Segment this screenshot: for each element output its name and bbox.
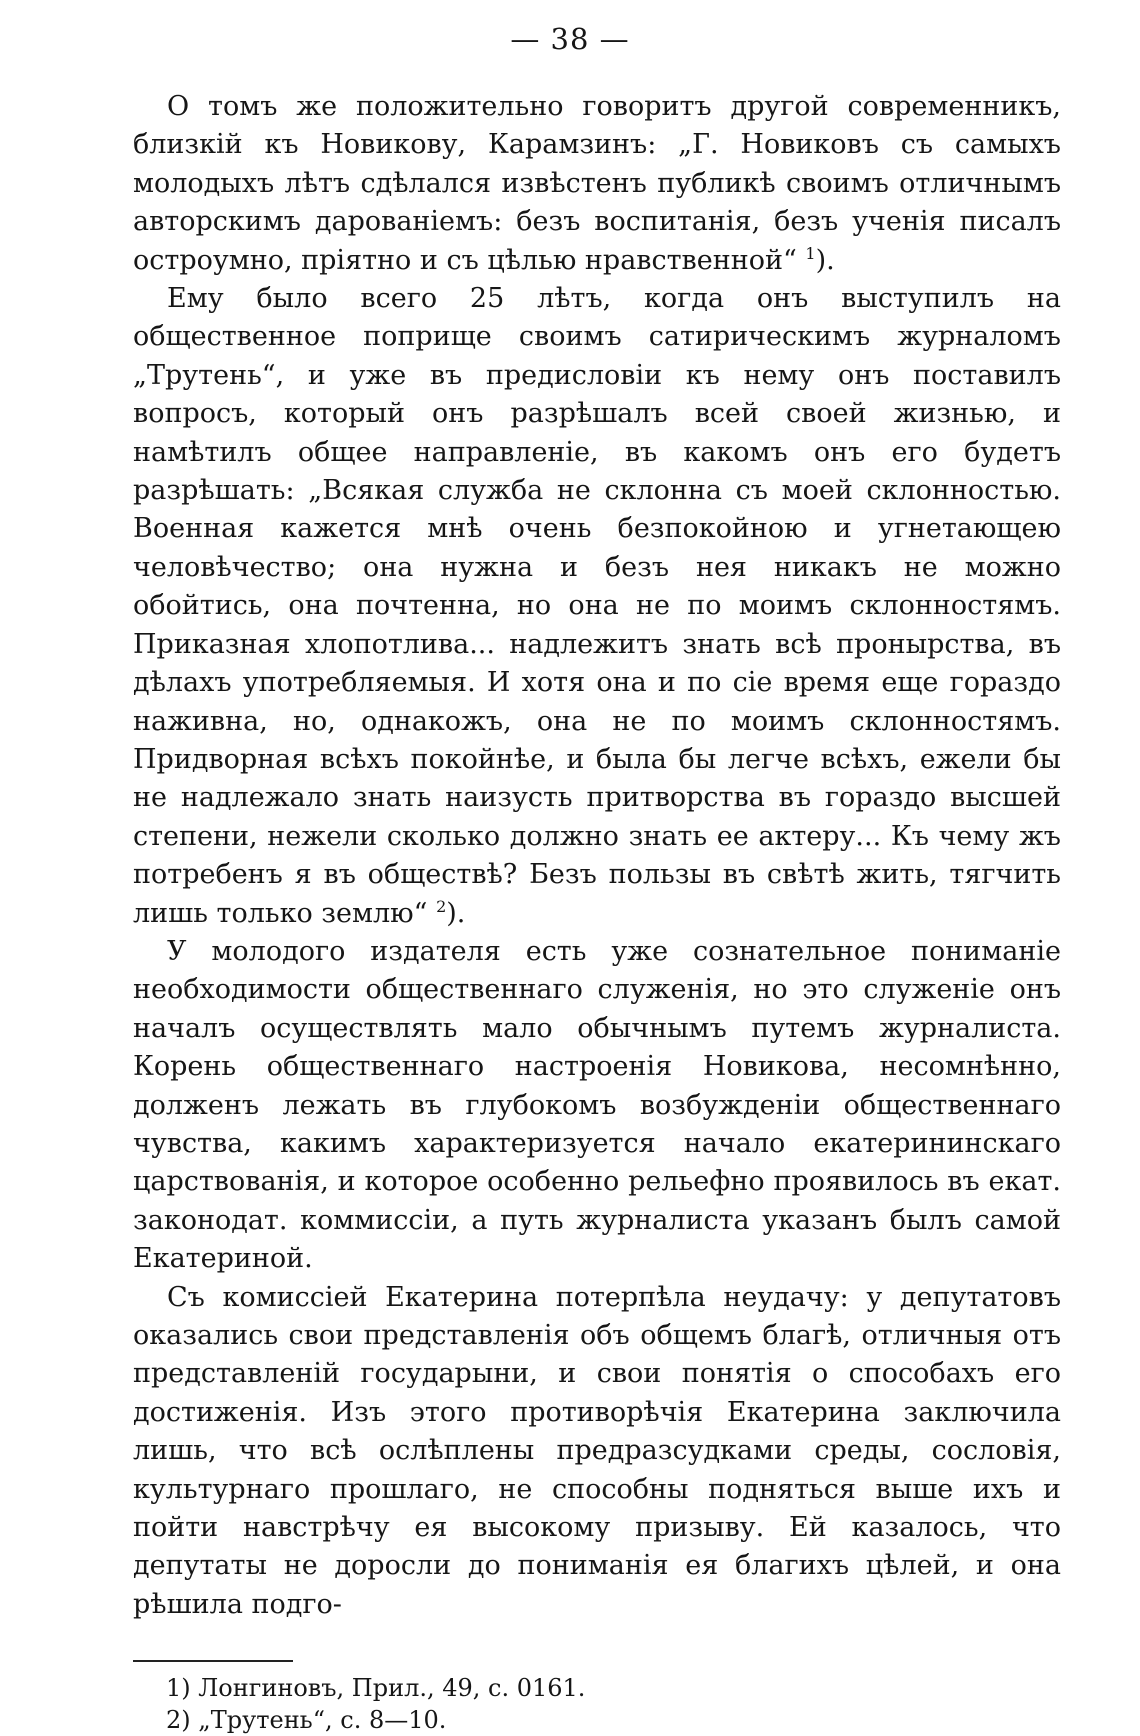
paragraph-2: Ему было всего 25 лѣтъ, когда онъ выступилъ на общественное поприще своимъ сатирическимъ журналомъ „Трутень“, и уже въ предисловіи къ нему онъ поставилъ вопросъ, который онъ разрѣшалъ всей своей жизнью, и намѣтилъ общее направленіе, въ какомъ онъ его будетъ разрѣшать: „Всякая служба не склонна съ моей склонностью. Военная кажется мнѣ очень безпокойною и угнетающею человѣчество; она нужна и безъ нея никакъ не можно обойтись, она почтенна, но она не по моимъ склонностямъ. Приказная хлопотлива... надлежитъ знать всѣ пронырства, въ дѣлахъ употребляемыя. И хотя она и по сіе время еще гораздо наживна, но, однакожъ, она не по моимъ склонностямъ. Придворная всѣхъ покойнѣе, и была бы легче всѣхъ, ежели бы не надлежало знать наизусть притворства въ гораздо высшей степени, нежели сколько должно знать ее актеру... Къ чему жъ потребенъ я въ обществѣ? Безъ пользы въ свѣтѣ жить, тягчить лишь только землю“ $^2$). <box>133 283 1061 929</box>
page-number: — 38 — <box>510 22 630 56</box>
paragraph-4: Съ комиссіей Екатерина потерпѣла неудачу: у депутатовъ оказались свои представленія объ общемъ благѣ, отличныя отъ представленій государыни, и свои понятія о способахъ его достиженія. Изъ этого противорѣчія Екатерина заключила лишь, что всѣ ослѣплены предразсудками среды, сословія, культурнаго прошлаго, не способны подняться выше ихъ и пойти навстрѣчу ея высокому призыву. Ей казалось, что депутаты не доросли до пониманія ея благихъ цѣлей, и она рѣшила подго- <box>133 1281 1061 1620</box>
footnote-number-2: 2) <box>166 1706 191 1734</box>
paragraph-1: О томъ же положительно говоритъ другой современникъ, близкій къ Новикову, Карамзинъ: „Г. Новиковъ съ самыхъ молодыхъ лѣтъ сдѣлался извѣстенъ публикѣ своимъ отличнымъ авторскимъ дарованіемъ: безъ воспитанія, безъ ученія писалъ остроумно, пріятно и съ цѣлью нравственной“ $^1$). <box>133 91 1061 276</box>
footnote-1 <box>166 1672 1026 1704</box>
footnote-2 <box>166 1704 1026 1736</box>
body-text <box>133 88 1061 1624</box>
footnote-number-1: 1) <box>166 1674 191 1702</box>
footnote-ref-2[interactable]: 2 <box>436 896 447 916</box>
footnote-text-1: Лонгиновъ, Прил., 49, с. 0161. <box>198 1674 586 1702</box>
footnote-ref-1[interactable]: 1 <box>805 243 816 263</box>
paragraph-3: У молодого издателя есть уже сознательное пониманіе необходимости общественнаго служенія, но это служеніе онъ началъ осуществлять мало обычнымъ путемъ журналиста. Корень общественнаго настроенія Новикова, несомнѣнно, долженъ лежать въ глубокомъ возбужденіи общественнаго чувства, какимъ характеризуется начало екатерининскаго царствованія, и которое особенно рельефно проявилось въ екат. законодат. коммиссіи, а путь журналиста указанъ былъ самой Екатериной. <box>133 935 1061 1275</box>
footnote-text-2: „Трутень“, с. 8—10. <box>198 1706 447 1734</box>
footnote-separator <box>133 1660 293 1662</box>
footnotes <box>166 1672 1026 1736</box>
